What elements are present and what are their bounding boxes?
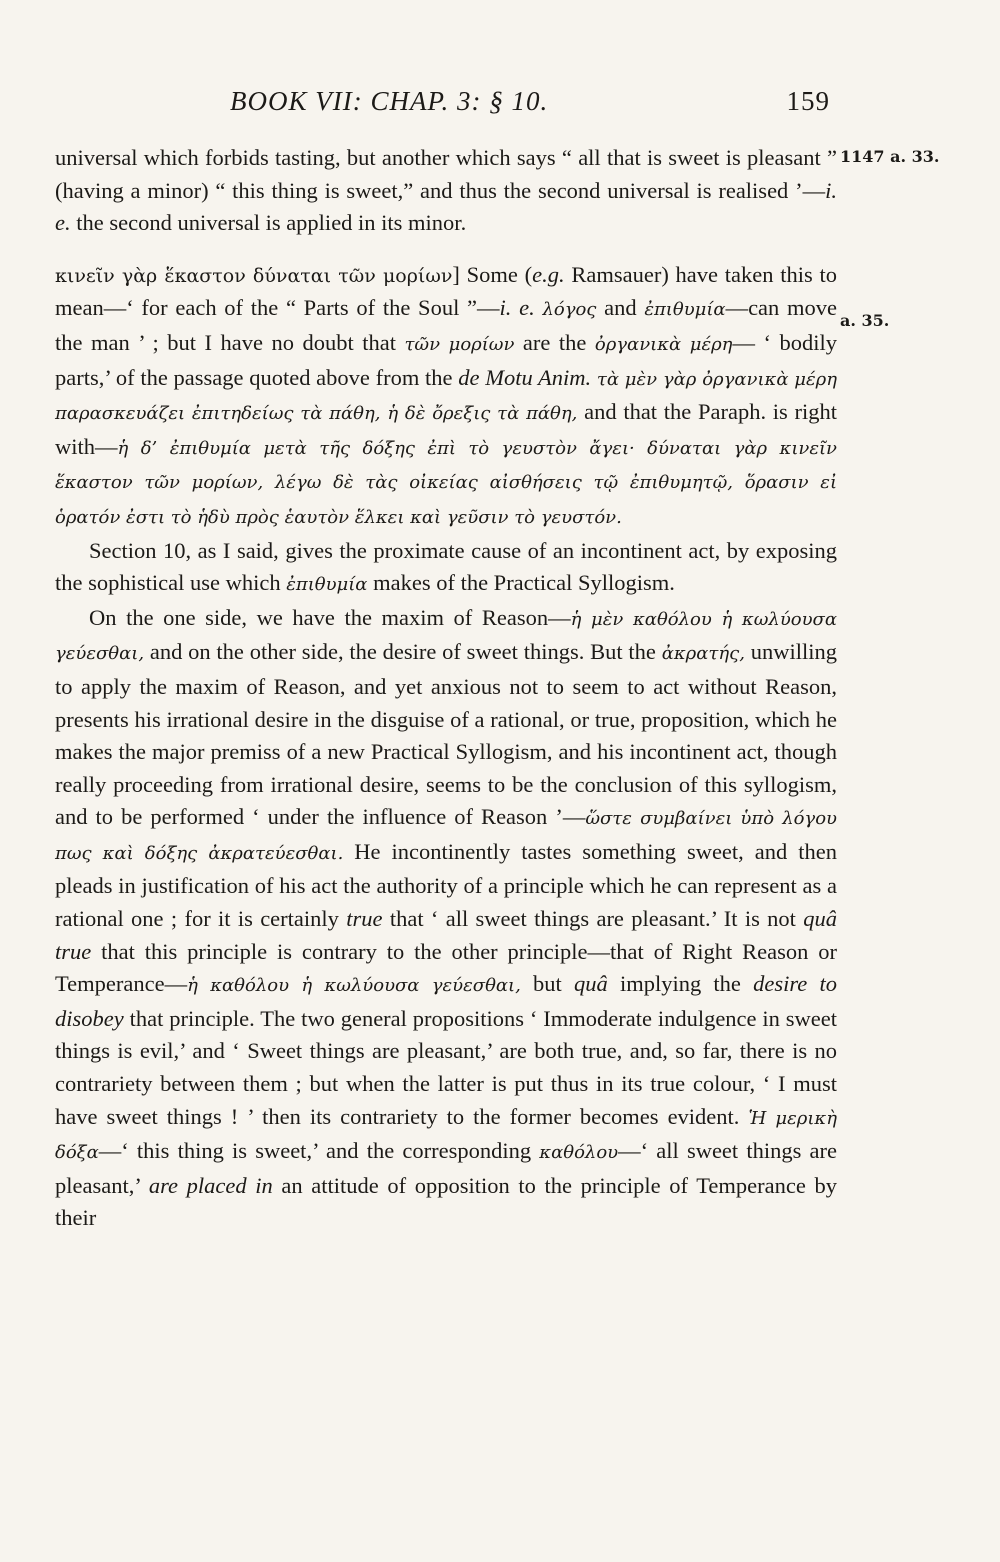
greek-text: λόγος: [542, 299, 597, 321]
greek-text: ὀργανικὰ μέρη: [594, 333, 733, 355]
greek-quotation: ὥστε συμβαίνει ὑπὸ λόγου πως καὶ δόξης ἀκρατεύεσθαι.: [55, 808, 837, 864]
greek-text: ἐπιθυμία: [286, 574, 368, 596]
paragraph-commentary: κινεῖν γὰρ ἕκαστον δύναται τῶν μορίων] Some (e.g. Ramsauer) have taken this to mean—‘ for each of the “ Parts of the Soul ”—i. e. λόγος and ἐπιθυμία—can move the man ’ ; but I have no doubt that τῶν μορίων are the ὀργανικὰ μέρη— ‘ bodily parts,’ of the passage quoted above from the de Motu Anim. τὰ μὲν γὰρ ὀργανικὰ μέρη παρασκευάζει ἐπιτηδείως τὰ πάθη, ἡ δὲ ὄρεξις τὰ πάθη, and that the Paraph. is right with—ἡ δ’ ἐπιθυμία μετὰ τῆς δόξης ἐπὶ τὸ γευστὸν ἄγει· δύναται γὰρ κινεῖν ἕκαστον τῶν μορίων, λέγω δὲ τὰς οἰκείας αἰσθήσεις τῷ ἐπιθυμητῷ, ὅρασιν εἰ ὁρατόν ἐστι τὸ ἡδὺ πρὸς ἑαυτὸν ἕλκει καὶ γεῦσιν τὸ γευστόν.: [55, 261, 838, 528]
greek-text: Ἡ μερικὴ δόξα: [55, 1107, 837, 1164]
margin-reference: a. 35.: [840, 311, 890, 330]
greek-text: τῶν μορίων: [404, 333, 515, 355]
greek-text: ἡ καθόλου ἡ κωλύουσα γεύεσθαι,: [187, 975, 521, 997]
greek-quotation: ἡ δ’ ἐπιθυμία μετὰ τῆς δόξης ἐπὶ τὸ γευστὸν ἄγει· δύναται γὰρ κινεῖν ἕκαστον τῶν μορίων, λέγω δὲ τὰς οἰκείας αἰσθήσεις τῷ ἐπιθυμητῷ, ὅρασιν εἰ ὁρατόν ἐστι τὸ ἡδὺ πρὸς ἑαυτὸν ἕλκει καὶ γεῦσιν τὸ γευστόν.: [55, 437, 837, 528]
paragraph-maxim: On the one side, we have the maxim of Reason—ἡ μὲν καθόλου ἡ κωλύουσα γεύεσθαι, and on the other side, the desire of sweet things. But the ἀκρατής, unwilling to apply the maxim of Reason, and yet anxious not to seem to act without Reason, presents his irrational desire in the disguise of a rational, or true, proposition, which he makes the major premiss of a new Practical Syllogism, and his incontinent act, though really proceeding from irrational desire, seems to be the conclusion of this syllogism, and to be performed ‘ under the influence of Reason ’—ὥστε συμβαίνει ὑπὸ λόγου πως καὶ δόξης ἀκρατεύεσθαι. He incontinently tastes something sweet, and then pleads in justification of his act the authority of a principle which he can represent as a rational one ; for it is certainly true that ‘ all sweet things are pleasant.’ It is not quâ true that this principle is contrary to the other principle—that of Right Reason or Temperance—ἡ καθόλου ἡ κωλύουσα γεύεσθαι, but quâ implying the desire to disobey that principle. The two general propositions ‘ Immoderate indulgence in sweet things is evil,’ and ‘ Sweet things are pleasant,’ are both true, and, so far, there is no contrariety between them ; but when the latter is put thus in its true colour, ‘ I must have sweet things ! ’ then its contrariety to the former becomes evident. Ἡ μερικὴ δόξα—‘ this thing is sweet,’ and the corresponding καθόλου—‘ all sweet things are pleasant,’ are placed in an attitude of opposition to the principle of Temperance by their: [55, 604, 837, 1231]
greek-text: ἡ μὲν καθόλου ἡ κωλύουσα γεύεσθαι,: [55, 608, 837, 665]
greek-text: ἀκρατής,: [661, 643, 745, 665]
paragraph-section-10: Section 10, as I said, gives the proximate cause of an incontinent act, by exposing the sophistical use which ἐπιθυμία makes of the Practical Syllogism.: [55, 537, 837, 596]
page-number: 159: [786, 86, 830, 116]
greek-quotation: τὰ μὲν γὰρ ὀργανικὰ μέρη παρασκευάζει ἐπιτηδείως τὰ πάθη, ἡ δὲ ὄρεξις τὰ πάθη,: [55, 368, 838, 425]
margin-reference: 1147 a. 33.: [840, 147, 940, 166]
greek-text: ἐπιθυμία: [644, 299, 726, 321]
paragraph-continuation: universal which forbids tasting, but another which says “ all that is sweet is pleasant ” (having a minor) “ this thing is sweet,” and thus the second universal is realised ’—i. e. the second universal is applied in its minor.: [55, 145, 837, 236]
running-title: BOOK VII: CHAP. 3: § 10.: [230, 86, 549, 116]
greek-lemma: κινεῖν γὰρ ἕκαστον δύναται τῶν μορίων: [55, 264, 453, 287]
work-title: de Motu Anim.: [458, 364, 592, 390]
greek-text: καθόλου: [539, 1142, 619, 1164]
running-head: [230, 86, 830, 126]
body-text: [55, 142, 837, 1235]
